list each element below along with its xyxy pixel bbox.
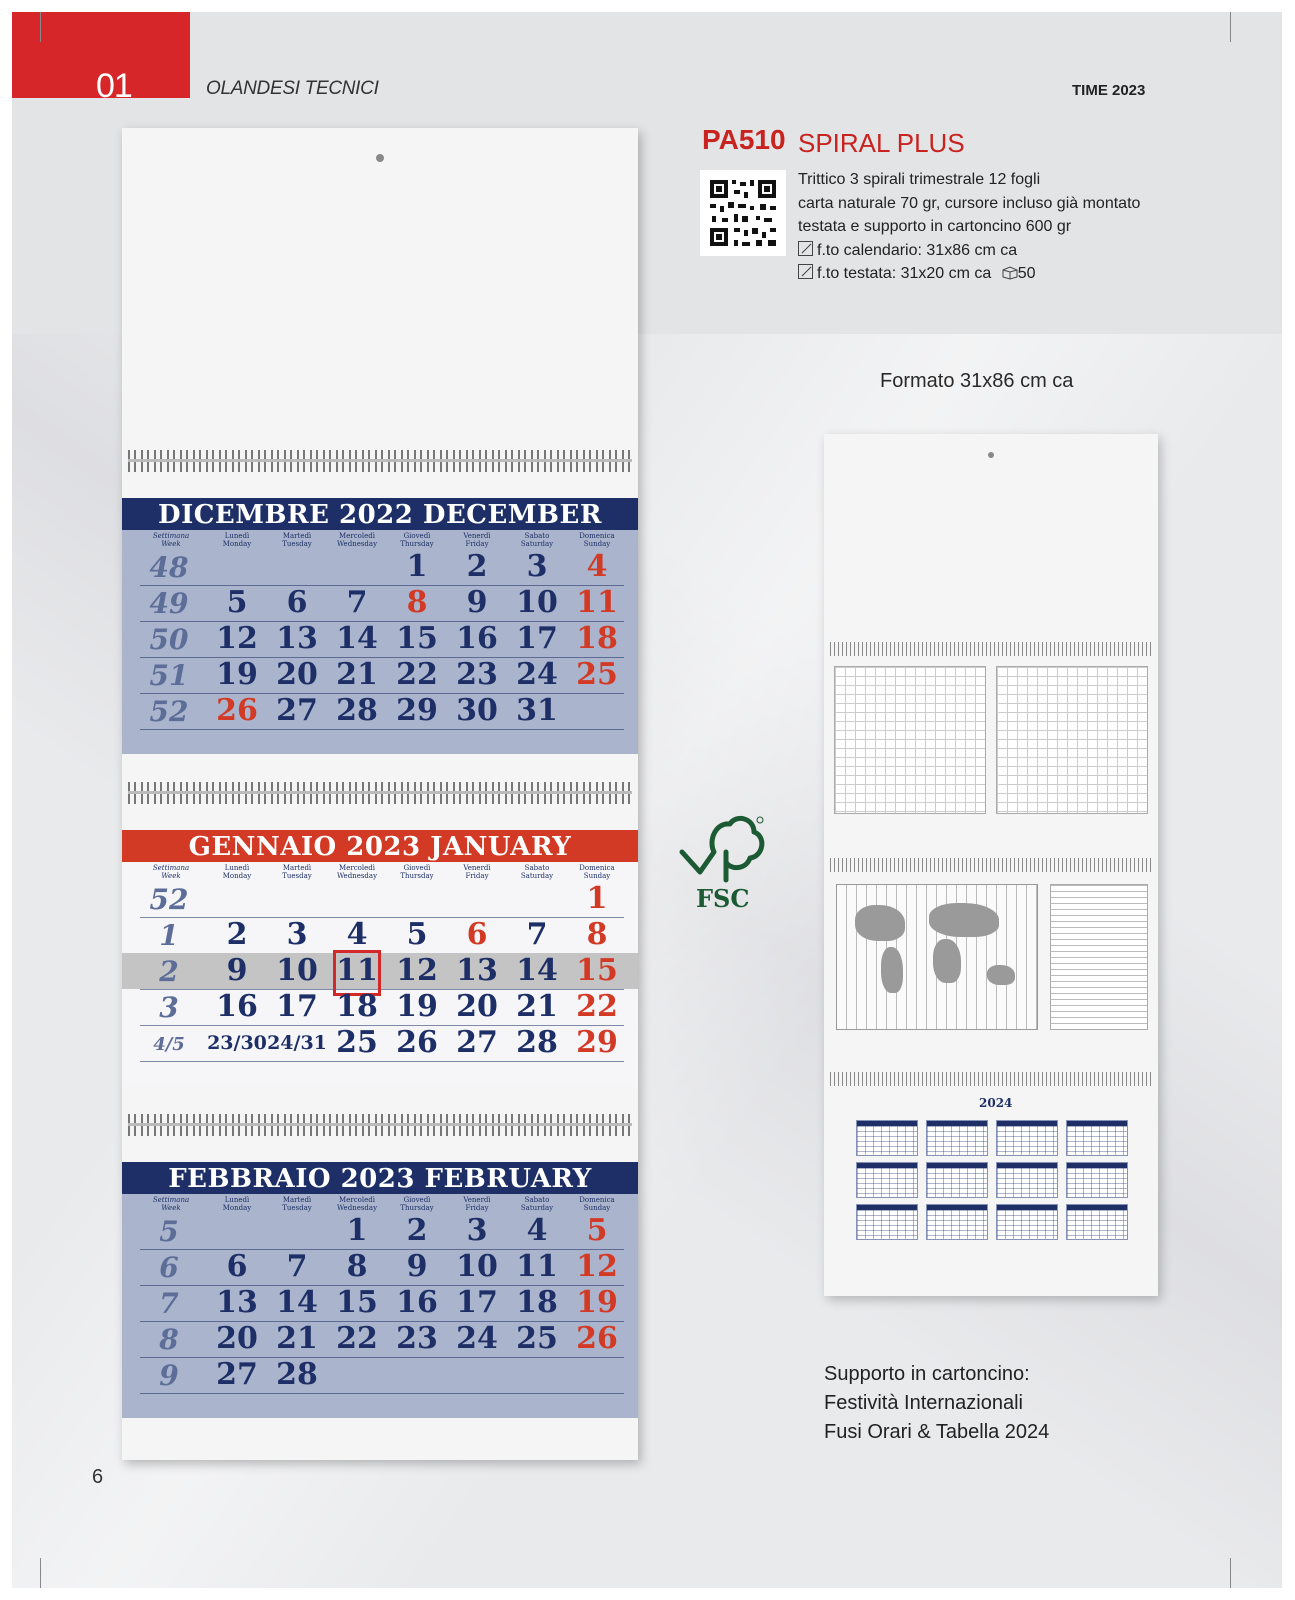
- header-label: Saturday: [520, 540, 554, 548]
- format-icon: [798, 264, 813, 279]
- week-number: 4/5: [153, 1034, 185, 1055]
- header-label: Lunedì: [224, 864, 250, 872]
- calendar-day: 21: [336, 657, 378, 692]
- crop-mark: [1230, 12, 1231, 42]
- calendar-day: 19: [216, 657, 258, 692]
- header-label: Mercoledì: [339, 1196, 375, 1204]
- header-label: Sabato: [524, 864, 550, 872]
- calendar-day: 5: [586, 1213, 608, 1248]
- calendar-day: 1: [586, 881, 608, 916]
- header-label: Venerdì: [463, 532, 491, 540]
- calendar-day: 9: [466, 585, 488, 620]
- header-label: Venerdì: [463, 864, 491, 872]
- time-zone-list: [1050, 884, 1148, 1030]
- header-label: Friday: [465, 1204, 489, 1212]
- calendar-day: 30: [456, 693, 498, 728]
- header-label: Settimana: [152, 864, 190, 872]
- weekday-header: [386, 1196, 448, 1212]
- header-label: Venerdì: [463, 1196, 491, 1204]
- week-number: 9: [159, 1359, 179, 1392]
- calendar-day: 12: [216, 621, 258, 656]
- calendar-day: 9: [226, 953, 248, 988]
- weekday-header: [446, 864, 508, 880]
- week-number: 6: [159, 1251, 179, 1284]
- calendar-day: 5: [226, 585, 248, 620]
- header-label: Domenica: [579, 532, 615, 540]
- calendar-day: 20: [216, 1321, 258, 1356]
- header-label: Settimana: [152, 1196, 190, 1204]
- support-line: Supporto in cartoncino:: [824, 1363, 1030, 1385]
- calendar-day: 11: [576, 585, 618, 620]
- row-divider: [140, 1393, 624, 1394]
- calendar-day: 17: [516, 621, 558, 656]
- calendar-day: 25: [516, 1321, 558, 1356]
- header-label: Lunedì: [224, 532, 250, 540]
- weekday-header: [326, 1196, 388, 1212]
- week-number: 3: [159, 991, 179, 1024]
- weekday-header: [326, 532, 388, 548]
- week-number: 7: [159, 1287, 179, 1320]
- calendar-day: 14: [336, 621, 378, 656]
- calendar-day: 3: [286, 917, 308, 952]
- calendar-day: 17: [456, 1285, 498, 1320]
- calendar-day: 11: [516, 1249, 558, 1284]
- header-label: Settimana: [152, 532, 190, 540]
- week-number: 1: [159, 919, 179, 952]
- header-label: Week: [161, 872, 181, 880]
- calendar-day: 22: [396, 657, 438, 692]
- calendar-day: 11: [336, 953, 378, 988]
- hang-hole: [988, 452, 994, 458]
- calendar-day: 27: [216, 1357, 258, 1392]
- calendar-day: 24/31: [267, 1032, 327, 1054]
- header-label: Week: [161, 540, 181, 548]
- crop-mark: [40, 12, 41, 42]
- header-label: Sunday: [583, 872, 611, 880]
- calendar-day: 14: [276, 1285, 318, 1320]
- header-label: Domenica: [579, 1196, 615, 1204]
- header-label: Wednesday: [336, 872, 378, 880]
- crop-mark: [1230, 1558, 1231, 1588]
- calendar-day: 22: [576, 989, 618, 1024]
- week-number: 48: [149, 551, 189, 584]
- header-label: Monday: [222, 1204, 252, 1212]
- header-label: Martedì: [282, 532, 312, 540]
- calendar-day: 23: [456, 657, 498, 692]
- holiday-table: [996, 666, 1148, 814]
- header-label: Friday: [465, 540, 489, 548]
- header-label: Mercoledì: [339, 532, 375, 540]
- support-description: [824, 1360, 1049, 1447]
- header-label: Thursday: [400, 540, 434, 548]
- calendar-day: 4: [526, 1213, 548, 1248]
- mini-month-table: [856, 1120, 918, 1156]
- weekday-header: [566, 864, 628, 880]
- month-block: [122, 498, 638, 754]
- calendar-day: 10: [456, 1249, 498, 1284]
- mini-month-table: [856, 1204, 918, 1240]
- header-label: Giovedì: [403, 1196, 431, 1204]
- calendar-day: 16: [216, 989, 258, 1024]
- description-line: Trittico 3 spirali trimestrale 12 fogli: [798, 171, 1041, 188]
- calendar-day: 7: [346, 585, 368, 620]
- product-description: [798, 168, 1238, 288]
- calendar-format: f.to calendario: 31x86 cm ca: [817, 241, 1018, 259]
- weekday-header: [206, 532, 268, 548]
- calendar-day: 18: [576, 621, 618, 656]
- calendar-day: 29: [396, 693, 438, 728]
- support-line: Festività Internazionali: [824, 1392, 1023, 1414]
- calendar-day: 26: [576, 1321, 618, 1356]
- support-line: Fusi Orari & Tabella 2024: [824, 1421, 1050, 1443]
- calendar-day: 7: [286, 1249, 308, 1284]
- weekday-header: [506, 864, 568, 880]
- calendar-day: 31: [516, 693, 558, 728]
- calendar-day: 28: [276, 1357, 318, 1392]
- product-code: PA510: [702, 124, 786, 155]
- header-label: Tuesday: [282, 540, 312, 548]
- week-number: 8: [159, 1323, 179, 1356]
- mini-month-table: [996, 1120, 1058, 1156]
- week-column-header: [140, 1196, 202, 1212]
- header-label: Week: [161, 1204, 181, 1212]
- box-icon: [1002, 264, 1018, 288]
- header-label: Friday: [465, 872, 489, 880]
- week-number: 5: [159, 1215, 179, 1248]
- weekday-header: [206, 864, 268, 880]
- format-icon: [798, 241, 813, 256]
- calendar-day: 10: [276, 953, 318, 988]
- calendar-day: 8: [406, 585, 428, 620]
- week-number: 49: [149, 587, 189, 620]
- catalog-label: TIME 2023: [1072, 82, 1146, 99]
- calendar-day: 26: [216, 693, 258, 728]
- calendar-day: 6: [286, 585, 308, 620]
- calendar-day: 9: [406, 1249, 428, 1284]
- header-label: Tuesday: [282, 1204, 312, 1212]
- section-title: OLANDESI TECNICI: [206, 78, 379, 99]
- calendar-day: 29: [576, 1025, 618, 1060]
- weekday-header: [506, 532, 568, 548]
- header-label: Sabato: [524, 532, 550, 540]
- calendar-day: 20: [276, 657, 318, 692]
- holiday-table: [834, 666, 986, 814]
- header-label: Giovedì: [403, 864, 431, 872]
- calendar-day: 8: [346, 1249, 368, 1284]
- calendar-day: 2: [226, 917, 248, 952]
- mini-month-table: [856, 1162, 918, 1198]
- month-block: [122, 830, 638, 1086]
- calendar-day: 16: [456, 621, 498, 656]
- calendar-day: 2: [406, 1213, 428, 1248]
- header-label: Sunday: [583, 540, 611, 548]
- week-number: 52: [149, 883, 189, 916]
- mini-month-table: [926, 1120, 988, 1156]
- header-label: Martedì: [282, 864, 312, 872]
- calendar-day: 15: [336, 1285, 378, 1320]
- weekday-header: [266, 864, 328, 880]
- header-label: Monday: [222, 872, 252, 880]
- calendar-day: 20: [456, 989, 498, 1024]
- mini-month-table: [1066, 1204, 1128, 1240]
- header-label: Saturday: [520, 1204, 554, 1212]
- calendar-day: 18: [336, 989, 378, 1024]
- world-time-zone-map: [836, 884, 1038, 1030]
- calendar-day: 23: [396, 1321, 438, 1356]
- header-format-line: [798, 262, 1238, 288]
- calendar-format-line: [798, 239, 1238, 263]
- calendar-day: 21: [276, 1321, 318, 1356]
- calendar-day: 19: [576, 1285, 618, 1320]
- mini-month-table: [1066, 1162, 1128, 1198]
- header-label: Lunedì: [224, 1196, 250, 1204]
- header-label: Thursday: [400, 1204, 434, 1212]
- row-divider: [140, 1061, 624, 1062]
- month-grid: [122, 862, 638, 1086]
- header-label: Sunday: [583, 1204, 611, 1212]
- month-title: DICEMBRE 2022 DECEMBER: [122, 498, 638, 530]
- spiral-binding: [128, 450, 632, 472]
- calendar-day: 22: [336, 1321, 378, 1356]
- header-label: Tuesday: [282, 872, 312, 880]
- month-grid: [122, 1194, 638, 1418]
- weekday-header: [446, 1196, 508, 1212]
- spiral-binding: [830, 1072, 1152, 1086]
- calendar-day: 4: [586, 549, 608, 584]
- weekday-header: [266, 532, 328, 548]
- calendar-day: 24: [456, 1321, 498, 1356]
- spiral-binding: [830, 642, 1152, 656]
- header-label: Mercoledì: [339, 864, 375, 872]
- header-label: Giovedì: [403, 532, 431, 540]
- calendar-day: 7: [526, 917, 548, 952]
- calendar-day: 15: [396, 621, 438, 656]
- calendar-day: 19: [396, 989, 438, 1024]
- calendar-day: 16: [396, 1285, 438, 1320]
- month-grid: [122, 530, 638, 754]
- calendar-day: 12: [576, 1249, 618, 1284]
- mini-month-table: [1066, 1120, 1128, 1156]
- calendar-day: 8: [586, 917, 608, 952]
- page-number: 6: [92, 1466, 104, 1488]
- calendar-day: 27: [276, 693, 318, 728]
- calendar-day: 14: [516, 953, 558, 988]
- description-line: testata e supporto in cartoncino 600 gr: [798, 218, 1072, 235]
- weekday-header: [266, 1196, 328, 1212]
- week-column-header: [140, 864, 202, 880]
- calendar-day: 27: [456, 1025, 498, 1060]
- calendar-day: 26: [396, 1025, 438, 1060]
- format-caption: Formato 31x86 cm ca: [880, 370, 1074, 392]
- fsc-label: FSC: [696, 884, 750, 913]
- weekday-header: [566, 1196, 628, 1212]
- header-format: f.to testata: 31x20 cm ca: [817, 265, 992, 282]
- section-number: 01: [96, 67, 132, 105]
- calendar-day: 10: [516, 585, 558, 620]
- header-label: Thursday: [400, 872, 434, 880]
- weekday-header: [206, 1196, 268, 1212]
- calendar-day: 23/30: [207, 1032, 267, 1054]
- month-block: [122, 1162, 638, 1418]
- spiral-binding: [128, 782, 632, 804]
- catalog-page: [12, 12, 1282, 1588]
- hang-hole: [376, 154, 384, 162]
- row-divider: [140, 729, 624, 730]
- product-name: SPIRAL PLUS: [798, 128, 965, 158]
- weekday-header: [566, 532, 628, 548]
- header-label: Domenica: [579, 864, 615, 872]
- spiral-binding: [128, 1114, 632, 1136]
- calendar-day: 25: [576, 657, 618, 692]
- calendar-day: 18: [516, 1285, 558, 1320]
- calendar-product-photo: [122, 128, 638, 1460]
- description-line: carta naturale 70 gr, cursore incluso già montato: [798, 194, 1141, 212]
- spiral-binding: [830, 858, 1152, 872]
- qr-code-icon: [700, 170, 786, 256]
- mini-month-table: [926, 1204, 988, 1240]
- week-number: 50: [149, 623, 189, 656]
- calendar-day: 13: [456, 953, 498, 988]
- calendar-day: 13: [216, 1285, 258, 1320]
- header-label: Sabato: [524, 1196, 550, 1204]
- calendar-day: 15: [576, 953, 618, 988]
- mini-month-table: [926, 1162, 988, 1198]
- header-label: Wednesday: [336, 1204, 378, 1212]
- calendar-day: 28: [336, 693, 378, 728]
- calendar-day: 4: [346, 917, 368, 952]
- header-label: Wednesday: [336, 540, 378, 548]
- calendar-day: 6: [226, 1249, 248, 1284]
- weekday-header: [506, 1196, 568, 1212]
- calendar-day: 21: [516, 989, 558, 1024]
- mini-month-table: [996, 1162, 1058, 1198]
- calendar-day: 17: [276, 989, 318, 1024]
- weekday-header: [386, 864, 448, 880]
- calendar-day: 3: [466, 1213, 488, 1248]
- week-number: 2: [159, 955, 179, 988]
- calendar-day: 24: [516, 657, 558, 692]
- calendar-day: 6: [466, 917, 488, 952]
- header-label: Saturday: [520, 872, 554, 880]
- weekday-header: [446, 532, 508, 548]
- calendar-day: 3: [526, 549, 548, 584]
- week-number: 51: [149, 659, 189, 692]
- weekday-header: [326, 864, 388, 880]
- calendar-day: 1: [406, 549, 428, 584]
- support-card-photo: [824, 434, 1158, 1296]
- calendar-day: 1: [346, 1213, 368, 1248]
- week-number: 52: [149, 695, 189, 728]
- calendar-day: 28: [516, 1025, 558, 1060]
- month-title: GENNAIO 2023 JANUARY: [122, 830, 638, 862]
- calendar-day: 13: [276, 621, 318, 656]
- header-label: Monday: [222, 540, 252, 548]
- calendar-day: 5: [406, 917, 428, 952]
- crop-mark: [40, 1558, 41, 1588]
- pack-quantity: 50: [1017, 265, 1036, 282]
- week-column-header: [140, 532, 202, 548]
- calendar-day: 2: [466, 549, 488, 584]
- calendar-day: 12: [396, 953, 438, 988]
- weekday-header: [386, 532, 448, 548]
- mini-month-table: [996, 1204, 1058, 1240]
- month-title: FEBBRAIO 2023 FEBRUARY: [122, 1162, 638, 1194]
- year-table-title: 2024: [979, 1096, 1013, 1110]
- header-label: Martedì: [282, 1196, 312, 1204]
- calendar-day: 25: [336, 1025, 378, 1060]
